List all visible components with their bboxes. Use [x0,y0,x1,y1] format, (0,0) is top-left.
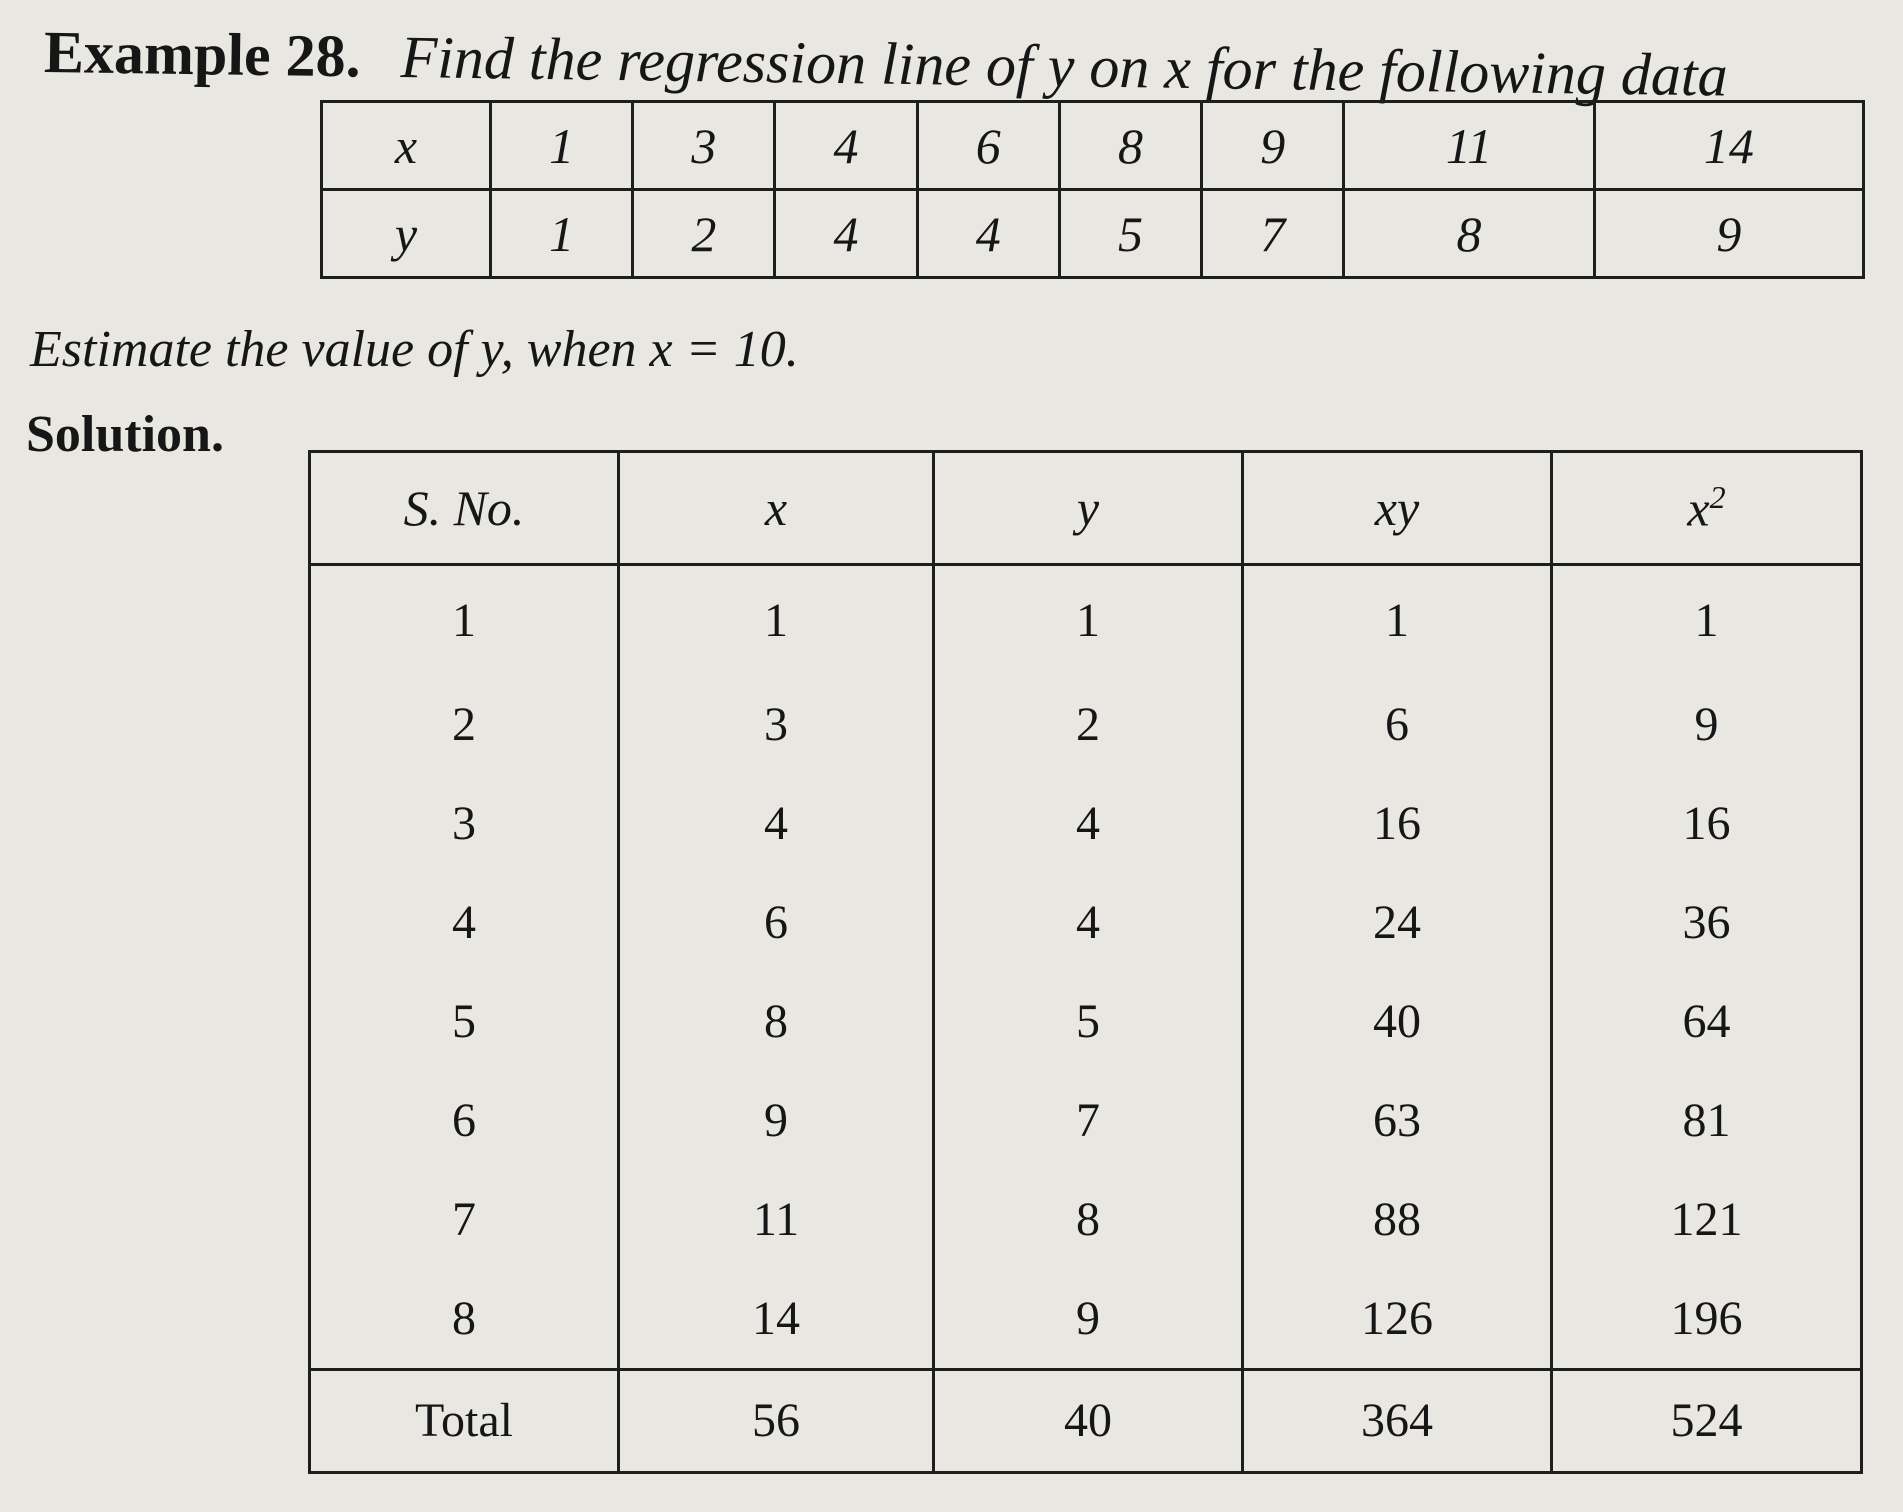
example-heading [44,18,1729,111]
cell-y: 5 [934,972,1243,1071]
table-row [310,1071,1862,1170]
cell-x-squared: 36 [1552,873,1862,972]
cell-sno: 4 [310,873,619,972]
data-table [320,100,1865,279]
header-xy: xy [1243,452,1552,565]
data-cell-y: 4 [917,190,1059,278]
cell-x-squared: 196 [1552,1269,1862,1370]
data-table-header-x: x [322,102,491,190]
example-label: Example 28. [43,19,362,90]
header-x-squared [1552,452,1862,565]
total-x: 56 [619,1369,934,1472]
cell-x: 11 [619,1170,934,1269]
cell-y: 7 [934,1071,1243,1170]
total-xy: 364 [1243,1369,1552,1472]
cell-sno: 5 [310,972,619,1071]
cell-y: 2 [934,675,1243,774]
data-cell-x: 6 [917,102,1059,190]
cell-x: 9 [619,1071,934,1170]
cell-xy: 126 [1243,1269,1552,1370]
table-row [310,972,1862,1071]
total-y: 40 [934,1369,1243,1472]
solution-label: Solution. [26,406,224,463]
cell-x: 1 [619,565,934,675]
data-cell-y: 9 [1594,190,1863,278]
header-sno: S. No. [310,452,619,565]
cell-x: 8 [619,972,934,1071]
cell-x-squared: 121 [1552,1170,1862,1269]
data-cell-y: 7 [1202,190,1344,278]
cell-xy: 63 [1243,1071,1552,1170]
total-row [310,1369,1862,1472]
header-y: y [934,452,1243,565]
cell-xy: 24 [1243,873,1552,972]
data-table-header-y: y [322,190,491,278]
total-label: Total [310,1369,619,1472]
cell-y: 4 [934,774,1243,873]
header-x: x [619,452,934,565]
example-question: Find the regression line of y on x for the following data [400,23,1729,109]
calc-header-row [310,452,1862,565]
cell-xy: 16 [1243,774,1552,873]
cell-sno: 1 [310,565,619,675]
cell-x-squared: 9 [1552,675,1862,774]
calculation-table [308,450,1863,1474]
data-cell-y: 5 [1059,190,1201,278]
cell-x-squared: 1 [1552,565,1862,675]
data-cell-x: 9 [1202,102,1344,190]
cell-sno: 3 [310,774,619,873]
data-cell-x: 3 [633,102,775,190]
data-cell-y: 2 [633,190,775,278]
table-row [310,1269,1862,1370]
cell-sno: 8 [310,1269,619,1370]
cell-x-squared: 16 [1552,774,1862,873]
cell-x-squared: 81 [1552,1071,1862,1170]
cell-y: 1 [934,565,1243,675]
table-row [310,1170,1862,1269]
estimate-text: Estimate the value of y, when x = 10. [30,321,799,378]
header-x-squared-base: x [1687,480,1710,537]
header-x-squared-exponent: 2 [1709,478,1726,515]
cell-x-squared: 64 [1552,972,1862,1071]
cell-x: 4 [619,774,934,873]
data-cell-x: 1 [491,102,633,190]
data-cell-y: 8 [1344,190,1594,278]
data-cell-x: 11 [1344,102,1594,190]
cell-xy: 6 [1243,675,1552,774]
table-row [310,873,1862,972]
cell-sno: 7 [310,1170,619,1269]
cell-xy: 88 [1243,1170,1552,1269]
data-cell-y: 1 [491,190,633,278]
table-row [310,565,1862,675]
cell-y: 8 [934,1170,1243,1269]
data-cell-x: 4 [775,102,917,190]
cell-xy: 1 [1243,565,1552,675]
data-table-row-x [322,102,1864,190]
data-table-row-y [322,190,1864,278]
table-row [310,774,1862,873]
cell-x: 14 [619,1269,934,1370]
data-cell-x: 14 [1594,102,1863,190]
cell-x: 6 [619,873,934,972]
cell-sno: 6 [310,1071,619,1170]
data-cell-x: 8 [1059,102,1201,190]
total-x-squared: 524 [1552,1369,1862,1472]
table-row [310,675,1862,774]
data-cell-y: 4 [775,190,917,278]
cell-xy: 40 [1243,972,1552,1071]
cell-y: 4 [934,873,1243,972]
cell-y: 9 [934,1269,1243,1370]
cell-x: 3 [619,675,934,774]
cell-sno: 2 [310,675,619,774]
